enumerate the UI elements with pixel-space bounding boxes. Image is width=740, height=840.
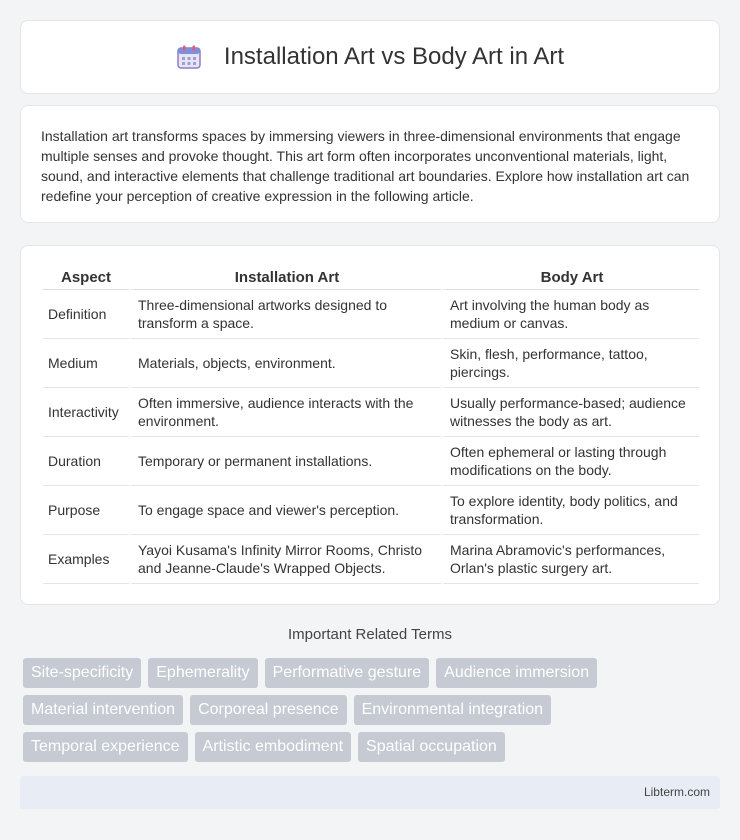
calendar-icon [176, 44, 202, 70]
table-cell-installation: Temporary or permanent installations. [129, 437, 441, 486]
column-header-body-art: Body Art [441, 266, 699, 290]
tag-site-specificity[interactable]: Site-specificity [23, 658, 141, 688]
tag-temporal-experience[interactable]: Temporal experience [23, 732, 188, 762]
tag-spatial-occupation[interactable]: Spatial occupation [358, 732, 505, 762]
table-cell-installation: To engage space and viewer's perception. [129, 486, 441, 535]
tag-ephemerality[interactable]: Ephemerality [148, 658, 257, 688]
page-title: Installation Art vs Body Art in Art [223, 43, 565, 70]
table-cell-body: Usually performance-based; audience witnesses the body as art. [441, 388, 699, 437]
comparison-table-card [20, 245, 720, 605]
header-card [20, 20, 720, 94]
table-row [43, 339, 699, 388]
intro-card [20, 105, 720, 223]
table-cell-installation: Three-dimensional artworks designed to transform a space. [129, 290, 441, 339]
footer [20, 776, 720, 809]
table-cell-installation: Yayoi Kusama's Infinity Mirror Rooms, Christo and Jeanne-Claude's Wrapped Objects. [129, 535, 441, 584]
table-cell-body: Often ephemeral or lasting through modifications on the body. [441, 437, 699, 486]
table-row [43, 437, 699, 486]
intro-text: Installation art transforms spaces by immersing viewers in three-dimensional environments that engage multiple senses and provoke thought. This art form often incorporates unconventional materials, light, sound, and interactive elements that challenge traditional art boundaries. Explore how installation art can redefine your perception of creative expression in the following article. [41, 128, 690, 204]
tag-performative-gesture[interactable]: Performative gesture [265, 658, 430, 688]
tag-environmental-integration[interactable]: Environmental integration [354, 695, 551, 725]
tag-corporeal-presence[interactable]: Corporeal presence [190, 695, 347, 725]
tag-artistic-embodiment[interactable]: Artistic embodiment [195, 732, 352, 762]
table-cell-aspect: Medium [43, 339, 129, 388]
table-row [43, 290, 699, 339]
table-cell-aspect: Purpose [43, 486, 129, 535]
table-row [43, 535, 699, 584]
footer-site-link[interactable]: Libterm.com [643, 785, 710, 799]
tag-row [23, 658, 723, 688]
table-cell-body: Art involving the human body as medium or canvas. [441, 290, 699, 339]
table-header-row [43, 266, 699, 290]
table-cell-aspect: Definition [43, 290, 129, 339]
table-row [43, 388, 699, 437]
tag-row [23, 695, 723, 725]
table-row [43, 486, 699, 535]
tag-row [23, 732, 723, 762]
table-cell-aspect: Interactivity [43, 388, 129, 437]
related-terms-tags [23, 658, 723, 769]
comparison-table [43, 266, 699, 584]
table-cell-body: Marina Abramovic's performances, Orlan's plastic surgery art. [441, 535, 699, 584]
column-header-aspect: Aspect [43, 266, 129, 290]
tag-material-intervention[interactable]: Material intervention [23, 695, 183, 725]
table-cell-aspect: Duration [43, 437, 129, 486]
table-cell-installation: Materials, objects, environment. [129, 339, 441, 388]
table-cell-aspect: Examples [43, 535, 129, 584]
column-header-installation-art: Installation Art [129, 266, 441, 290]
table-cell-body: To explore identity, body politics, and transformation. [441, 486, 699, 535]
related-terms-title: Important Related Terms [288, 626, 452, 643]
tag-audience-immersion[interactable]: Audience immersion [436, 658, 597, 688]
table-cell-installation: Often immersive, audience interacts with the environment. [129, 388, 441, 437]
table-cell-body: Skin, flesh, performance, tattoo, piercings. [441, 339, 699, 388]
